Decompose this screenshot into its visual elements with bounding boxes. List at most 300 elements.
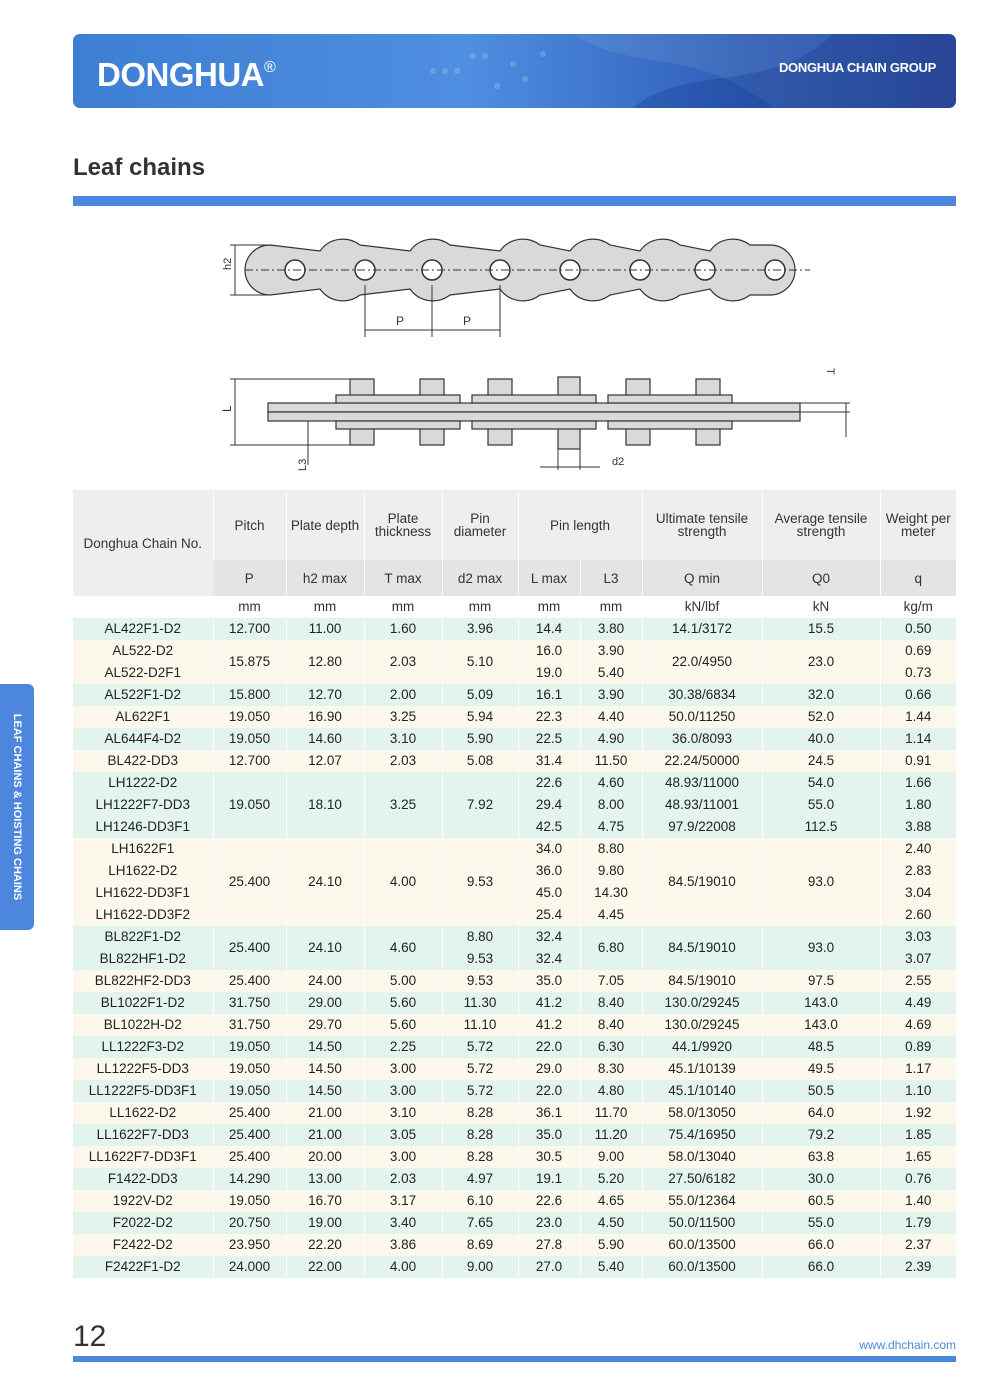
table-cell: 1.44 [880, 706, 956, 728]
table-cell: 52.0 [762, 706, 880, 728]
table-cell: 0.91 [880, 750, 956, 772]
table-cell: 5.20 [580, 1168, 642, 1190]
table-cell: 60.5 [762, 1190, 880, 1212]
table-cell: 27.8 [518, 1234, 580, 1256]
chain-diagram [200, 225, 860, 480]
side-tab-label: LEAF CHAINS & HOISTING CHAINS [11, 713, 23, 901]
chain-no-cell: BL1022F1-D2 [73, 992, 213, 1014]
table-cell: 3.25 [364, 706, 442, 728]
table-cell: 2.83 [880, 860, 956, 882]
table-cell: 54.0 [762, 772, 880, 794]
table-cell: 24.00 [286, 970, 364, 992]
table-row [73, 1256, 956, 1278]
table-cell: 0.66 [880, 684, 956, 706]
table-cell: 14.60 [286, 728, 364, 750]
table-row [73, 992, 956, 1014]
table-cell: 22.24/50000 [642, 750, 762, 772]
table-cell: 1.92 [880, 1102, 956, 1124]
table-cell: 23.950 [213, 1234, 286, 1256]
table-row [73, 926, 956, 948]
table-cell: 1.60 [364, 618, 442, 640]
table-cell: 5.00 [364, 970, 442, 992]
unit-cell: mm [580, 596, 642, 618]
unit-cell: mm [364, 596, 442, 618]
table-cell: 4.00 [364, 838, 442, 926]
table-cell: 60.0/13500 [642, 1256, 762, 1278]
table-cell: 19.050 [213, 1036, 286, 1058]
table-cell: 22.6 [518, 772, 580, 794]
table-cell: 8.28 [442, 1102, 518, 1124]
table-cell: 35.0 [518, 1124, 580, 1146]
table-body [73, 618, 956, 1278]
unit-blank [73, 596, 213, 618]
sym-q0: Q0 [762, 560, 880, 596]
table-cell: 4.49 [880, 992, 956, 1014]
unit-cell: kg/m [880, 596, 956, 618]
table-cell: 31.750 [213, 1014, 286, 1036]
table-cell: 0.69 [880, 640, 956, 662]
table-cell: 45.0 [518, 882, 580, 904]
table-cell: 19.050 [213, 706, 286, 728]
dim-p-label-1: P [396, 314, 405, 328]
table-cell: 8.40 [580, 1014, 642, 1036]
table-cell: 5.90 [442, 728, 518, 750]
table-cell: 14.30 [580, 882, 642, 904]
table-cell: 8.28 [442, 1146, 518, 1168]
unit-cell: kN [762, 596, 880, 618]
chain-no-cell: LH1222F7-DD3 [73, 794, 213, 816]
table-row [73, 684, 956, 706]
table-cell: 25.400 [213, 838, 286, 926]
table-cell: 36.0 [518, 860, 580, 882]
table-cell: 3.40 [364, 1212, 442, 1234]
table-cell: 3.04 [880, 882, 956, 904]
sym-l: L max [518, 560, 580, 596]
table-cell: 3.88 [880, 816, 956, 838]
table-cell: 9.00 [442, 1256, 518, 1278]
table-cell: 3.86 [364, 1234, 442, 1256]
group-name: DONGHUA CHAIN GROUP [778, 60, 936, 75]
table-cell: 22.0/4950 [642, 640, 762, 684]
chain-no-cell: BL822HF1-D2 [73, 948, 213, 970]
table-cell: 2.03 [364, 750, 442, 772]
table-cell: 5.40 [580, 1256, 642, 1278]
table-cell: 1.66 [880, 772, 956, 794]
table-cell: 35.0 [518, 970, 580, 992]
table-cell: 29.0 [518, 1058, 580, 1080]
table-cell: 45.1/10139 [642, 1058, 762, 1080]
chain-no-cell: LH1246-DD3F1 [73, 816, 213, 838]
table-cell: 41.2 [518, 992, 580, 1014]
chain-no-cell: LL1222F5-DD3 [73, 1058, 213, 1080]
table-cell: 3.00 [364, 1146, 442, 1168]
table-cell: 3.17 [364, 1190, 442, 1212]
table-cell: 24.10 [286, 926, 364, 970]
table-cell: 45.1/10140 [642, 1080, 762, 1102]
title-rule [73, 196, 956, 206]
table-cell: 9.00 [580, 1146, 642, 1168]
table-cell: 25.400 [213, 1102, 286, 1124]
dim-l-label: L [220, 405, 234, 412]
head-pitch: Pitch [213, 490, 286, 560]
chain-no-cell: BL422-DD3 [73, 750, 213, 772]
table-cell: 0.73 [880, 662, 956, 684]
chain-no-cell: LL1622-D2 [73, 1102, 213, 1124]
table-cell: 79.2 [762, 1124, 880, 1146]
table-cell: 4.80 [580, 1080, 642, 1102]
head-average-strength: Average tensile strength [762, 490, 880, 560]
table-cell: 27.50/6182 [642, 1168, 762, 1190]
head-ultimate-strength: Ultimate tensile strength [642, 490, 762, 560]
sym-h2: h2 max [286, 560, 364, 596]
chain-no-cell: AL522-D2 [73, 640, 213, 662]
dim-p-label-2: P [463, 314, 472, 328]
table-cell: 4.50 [580, 1212, 642, 1234]
table-cell: 1.65 [880, 1146, 956, 1168]
table-cell: 75.4/16950 [642, 1124, 762, 1146]
table-cell: 1.85 [880, 1124, 956, 1146]
table-cell: 16.70 [286, 1190, 364, 1212]
table-row [73, 750, 956, 772]
table-cell: 25.400 [213, 926, 286, 970]
head-weight: Weight per meter [880, 490, 956, 560]
table-cell: 24.5 [762, 750, 880, 772]
table-cell: 36.1 [518, 1102, 580, 1124]
table-cell: 14.50 [286, 1080, 364, 1102]
table-row [73, 1190, 956, 1212]
table-cell: 5.90 [580, 1234, 642, 1256]
table-cell: 3.80 [580, 618, 642, 640]
table-cell: 5.09 [442, 684, 518, 706]
chain-no-cell: BL1022H-D2 [73, 1014, 213, 1036]
table-cell: 12.07 [286, 750, 364, 772]
chain-no-cell: LL1222F3-D2 [73, 1036, 213, 1058]
table-cell: 1.40 [880, 1190, 956, 1212]
table-cell: 4.97 [442, 1168, 518, 1190]
table-cell: 22.5 [518, 728, 580, 750]
chain-no-cell: BL822HF2-DD3 [73, 970, 213, 992]
table-cell: 1.79 [880, 1212, 956, 1234]
table-cell: 2.39 [880, 1256, 956, 1278]
table-cell: 25.400 [213, 970, 286, 992]
table-cell: 29.4 [518, 794, 580, 816]
table-cell: 30.0 [762, 1168, 880, 1190]
dim-l3-label: L3 [297, 458, 309, 471]
table-cell: 3.10 [364, 728, 442, 750]
table-cell: 143.0 [762, 992, 880, 1014]
chain-no-cell: AL644F4-D2 [73, 728, 213, 750]
table-cell: 5.72 [442, 1058, 518, 1080]
website-link[interactable]: www.dhchain.com [859, 1338, 956, 1352]
table-cell: 19.050 [213, 728, 286, 750]
table-cell: 2.55 [880, 970, 956, 992]
table-cell: 25.400 [213, 1146, 286, 1168]
table-cell: 9.53 [442, 970, 518, 992]
table-row [73, 1058, 956, 1080]
table-cell: 22.6 [518, 1190, 580, 1212]
sym-p: P [213, 560, 286, 596]
chain-no-cell: LH1622F1 [73, 838, 213, 860]
table-row [73, 1212, 956, 1234]
sym-q: Q min [642, 560, 762, 596]
table-row [73, 1080, 956, 1102]
sym-weight: q [880, 560, 956, 596]
table-cell: 19.050 [213, 1190, 286, 1212]
table-cell: 49.5 [762, 1058, 880, 1080]
table-row [73, 1168, 956, 1190]
table-cell: 3.90 [580, 640, 642, 662]
table-cell: 11.10 [442, 1014, 518, 1036]
table-cell: 9.53 [442, 948, 518, 970]
table-cell: 32.4 [518, 926, 580, 948]
col-chain-no: Donghua Chain No. [73, 490, 213, 596]
unit-cell: mm [213, 596, 286, 618]
table-cell: 5.72 [442, 1036, 518, 1058]
table-cell: 4.60 [580, 772, 642, 794]
sym-l3: L3 [580, 560, 642, 596]
table-cell: 9.80 [580, 860, 642, 882]
head-plate-depth: Plate depth [286, 490, 364, 560]
table-cell: 25.4 [518, 904, 580, 926]
leaf-chain-table [73, 490, 956, 1278]
table-cell: 3.25 [364, 772, 442, 838]
table-cell: 5.60 [364, 1014, 442, 1036]
side-tab [0, 684, 34, 930]
chain-no-cell: F2022-D2 [73, 1212, 213, 1234]
table-cell: 66.0 [762, 1234, 880, 1256]
table-cell: 22.0 [518, 1036, 580, 1058]
sym-t: T max [364, 560, 442, 596]
chain-no-cell: AL522F1-D2 [73, 684, 213, 706]
table-cell: 22.20 [286, 1234, 364, 1256]
table-cell: 3.90 [580, 684, 642, 706]
table-cell: 58.0/13050 [642, 1102, 762, 1124]
table-cell: 30.38/6834 [642, 684, 762, 706]
table-cell: 14.290 [213, 1168, 286, 1190]
chain-no-cell: LH1622-D2 [73, 860, 213, 882]
table-cell: 0.76 [880, 1168, 956, 1190]
unit-cell: kN/lbf [642, 596, 762, 618]
table-cell: 48.93/11000 [642, 772, 762, 794]
table-cell: 1.14 [880, 728, 956, 750]
table-cell: 19.050 [213, 1080, 286, 1102]
table-cell: 60.0/13500 [642, 1234, 762, 1256]
table-cell: 2.60 [880, 904, 956, 926]
table-cell: 0.50 [880, 618, 956, 640]
page-title: Leaf chains [73, 154, 206, 181]
table-cell: 21.00 [286, 1124, 364, 1146]
table-cell: 50.0/11500 [642, 1212, 762, 1234]
head-pin-diameter: Pin diameter [442, 490, 518, 560]
table-cell: 55.0/12364 [642, 1190, 762, 1212]
chain-no-cell: LH1222-D2 [73, 772, 213, 794]
table-cell: 7.92 [442, 772, 518, 838]
table-cell: 11.00 [286, 618, 364, 640]
table-cell: 13.00 [286, 1168, 364, 1190]
dim-d2-label: d2 [612, 456, 625, 468]
table-cell: 44.1/9920 [642, 1036, 762, 1058]
table-cell: 5.72 [442, 1080, 518, 1102]
table-cell: 50.5 [762, 1080, 880, 1102]
table-cell: 130.0/29245 [642, 992, 762, 1014]
unit-cell: mm [286, 596, 364, 618]
table-cell: 41.2 [518, 1014, 580, 1036]
chain-no-cell: LH1622-DD3F2 [73, 904, 213, 926]
chain-no-cell: LH1622-DD3F1 [73, 882, 213, 904]
table-cell: 19.00 [286, 1212, 364, 1234]
table-cell: 34.0 [518, 838, 580, 860]
table-cell: 4.60 [364, 926, 442, 970]
table-cell: 63.8 [762, 1146, 880, 1168]
chain-no-cell: F2422-D2 [73, 1234, 213, 1256]
table-cell: 58.0/13040 [642, 1146, 762, 1168]
table-cell: 8.00 [580, 794, 642, 816]
table-cell: 40.0 [762, 728, 880, 750]
table-cell: 16.90 [286, 706, 364, 728]
table-cell: 5.40 [580, 662, 642, 684]
table-cell: 66.0 [762, 1256, 880, 1278]
sym-d2: d2 max [442, 560, 518, 596]
table-cell: 3.03 [880, 926, 956, 948]
table-cell: 3.10 [364, 1102, 442, 1124]
table-cell: 27.0 [518, 1256, 580, 1278]
table-cell: 16.1 [518, 684, 580, 706]
table-row [73, 1124, 956, 1146]
table-cell: 14.50 [286, 1036, 364, 1058]
chain-no-cell: 1922V-D2 [73, 1190, 213, 1212]
table-cell: 8.40 [580, 992, 642, 1014]
table-cell: 7.05 [580, 970, 642, 992]
table-cell: 11.70 [580, 1102, 642, 1124]
table-cell: 25.400 [213, 1124, 286, 1146]
table-cell: 21.00 [286, 1102, 364, 1124]
table-cell: 23.0 [762, 640, 880, 684]
table-cell: 11.50 [580, 750, 642, 772]
dim-t-label: T [824, 368, 836, 375]
table-cell: 6.30 [580, 1036, 642, 1058]
table-row [73, 706, 956, 728]
chain-no-cell: LL1622F7-DD3 [73, 1124, 213, 1146]
table-cell: 24.10 [286, 838, 364, 926]
table-cell: 12.700 [213, 750, 286, 772]
table-cell: 4.69 [880, 1014, 956, 1036]
table-cell: 8.69 [442, 1234, 518, 1256]
chain-no-cell: LL1222F5-DD3F1 [73, 1080, 213, 1102]
table-cell: 6.10 [442, 1190, 518, 1212]
head-pin-length: Pin length [518, 490, 642, 560]
table-row [73, 1014, 956, 1036]
table-cell: 2.37 [880, 1234, 956, 1256]
chain-no-cell: AL422F1-D2 [73, 618, 213, 640]
footer-rule [73, 1356, 956, 1362]
table-cell: 4.00 [364, 1256, 442, 1278]
table-cell: 29.00 [286, 992, 364, 1014]
table-cell: 5.60 [364, 992, 442, 1014]
table-cell: 4.45 [580, 904, 642, 926]
table-cell: 48.93/11001 [642, 794, 762, 816]
table-cell: 36.0/8093 [642, 728, 762, 750]
table-cell: 130.0/29245 [642, 1014, 762, 1036]
table-cell: 8.30 [580, 1058, 642, 1080]
table-cell: 4.75 [580, 816, 642, 838]
table-cell: 24.000 [213, 1256, 286, 1278]
table-cell: 112.5 [762, 816, 880, 838]
table-cell: 5.94 [442, 706, 518, 728]
table-cell: 55.0 [762, 1212, 880, 1234]
chain-no-cell: BL822F1-D2 [73, 926, 213, 948]
table-cell: 3.00 [364, 1058, 442, 1080]
table-cell: 5.10 [442, 640, 518, 684]
chain-no-cell: F2422F1-D2 [73, 1256, 213, 1278]
table-cell: 8.28 [442, 1124, 518, 1146]
table-cell: 2.00 [364, 684, 442, 706]
table-cell: 30.5 [518, 1146, 580, 1168]
unit-cell: mm [442, 596, 518, 618]
table-cell: 84.5/19010 [642, 926, 762, 970]
table-cell: 8.80 [580, 838, 642, 860]
table-cell: 0.89 [880, 1036, 956, 1058]
table-cell: 1.10 [880, 1080, 956, 1102]
table-cell: 15.5 [762, 618, 880, 640]
table-cell: 15.800 [213, 684, 286, 706]
table-cell: 9.53 [442, 838, 518, 926]
chain-no-cell: F1422-DD3 [73, 1168, 213, 1190]
table-cell: 14.50 [286, 1058, 364, 1080]
table-cell: 50.0/11250 [642, 706, 762, 728]
table-cell: 1.80 [880, 794, 956, 816]
table-cell: 20.750 [213, 1212, 286, 1234]
table-cell: 55.0 [762, 794, 880, 816]
chain-no-cell: AL622F1 [73, 706, 213, 728]
table-cell: 22.0 [518, 1080, 580, 1102]
table-cell: 19.050 [213, 772, 286, 838]
table-cell: 97.5 [762, 970, 880, 992]
table-row [73, 838, 956, 860]
chain-no-cell: LL1622F7-DD3F1 [73, 1146, 213, 1168]
table-cell: 18.10 [286, 772, 364, 838]
table-cell: 16.0 [518, 640, 580, 662]
table-cell: 32.4 [518, 948, 580, 970]
table-cell: 2.25 [364, 1036, 442, 1058]
table-row [73, 728, 956, 750]
table-cell: 20.00 [286, 1146, 364, 1168]
table-cell: 5.08 [442, 750, 518, 772]
table-cell: 11.30 [442, 992, 518, 1014]
table-cell: 4.40 [580, 706, 642, 728]
table-row [73, 618, 956, 640]
table-cell: 7.65 [442, 1212, 518, 1234]
table-row [73, 970, 956, 992]
table-cell: 31.750 [213, 992, 286, 1014]
page-number: 12 [73, 1320, 107, 1353]
table-cell: 2.40 [880, 838, 956, 860]
brand-logo: DONGHUA® [97, 56, 276, 93]
table-cell: 12.700 [213, 618, 286, 640]
table-cell: 3.00 [364, 1080, 442, 1102]
table-cell: 3.05 [364, 1124, 442, 1146]
table-cell: 48.5 [762, 1036, 880, 1058]
table-cell: 3.07 [880, 948, 956, 970]
table-cell: 32.0 [762, 684, 880, 706]
table-cell: 22.3 [518, 706, 580, 728]
table-cell: 23.0 [518, 1212, 580, 1234]
table-cell: 19.1 [518, 1168, 580, 1190]
table-cell: 64.0 [762, 1102, 880, 1124]
header-banner [73, 34, 956, 108]
unit-cell: mm [518, 596, 580, 618]
table-cell: 1.17 [880, 1058, 956, 1080]
table-row [73, 1234, 956, 1256]
